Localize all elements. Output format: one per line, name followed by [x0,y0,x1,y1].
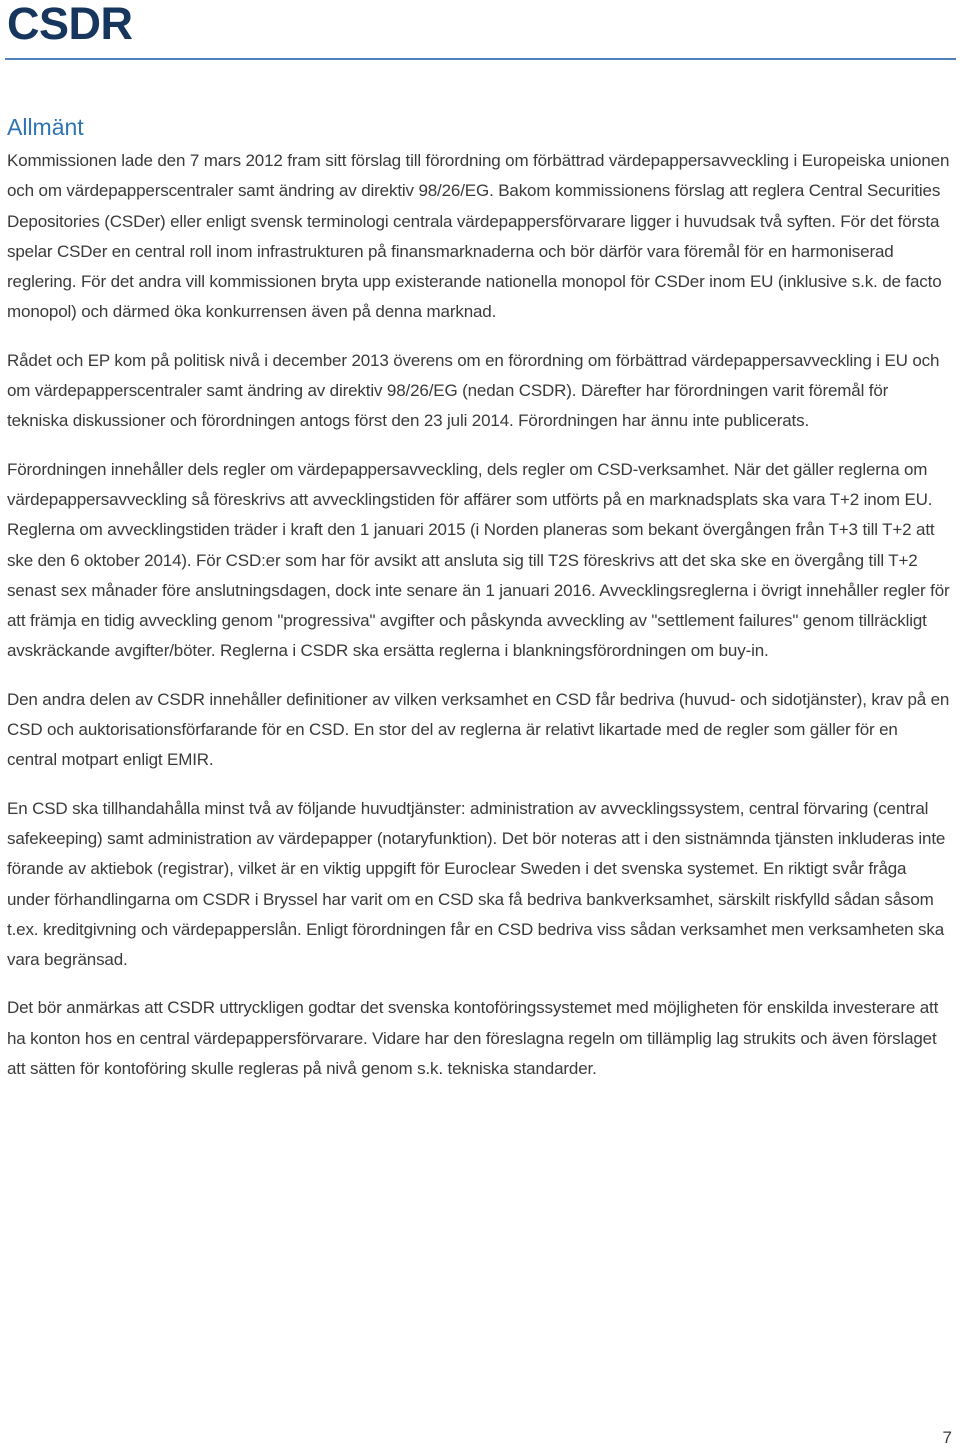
paragraph: Den andra delen av CSDR innehåller definitioner av vilken verksamhet en CSD får bedriva (huvud- och sidotjänster), krav på en CSD och auktorisationsförfarande för en CSD. En stor del av reglerna är relativt likartade med de regler som gäller för en central motpart enligt EMIR. [7,689,950,770]
section-heading: Allmänt [7,114,84,140]
document-body [7,112,952,1102]
paragraph: En CSD ska tillhandahålla minst två av följande huvudtjänster: administration av avvecklingssystem, central förvaring (central safekeeping) samt administration av värdepapper (notaryfunktion). Det bör noteras att i den sistnämnda tjänsten inkluderas inte förande av aktiebok (registrar), vilket är en viktig uppgift för Euroclear Sweden i det svenska systemet. En riktigt svår fråga under förhandlingarna om CSDR i Bryssel har varit om en CSD ska få bedriva bankverksamhet, särskilt riskfylld sådan såsom t.ex. kreditgivning och värdepapperslån. Enligt förordningen får en CSD bedriva viss sådan verksamhet men verksamheten ska vara begränsad. [7,798,946,970]
paragraph: Förordningen innehåller dels regler om värdepappersavveckling, dels regler om CSD-verksamhet. När det gäller reglerna om värdepappersavveckling så föreskrivs att avvecklingstiden för affärer som utförts på en marknadsplats ska vara T+2 inom EU. Reglerna om avvecklingstiden träder i kraft den 1 januari 2015 (i Norden planeras som bekant övergången från T+3 till T+2 att ske den 6 oktober 2014). För CSD:er som har för avsikt att ansluta sig till T2S föreskrivs att det ska ske en övergång till T+2 senast sex månader före anslutningsdagen, dock inte senare än 1 januari 2016. Avvecklingsreglerna i övrigt innehåller regler för att främja en tidig avveckling genom "progressiva" avgifter och påskynda avveckling av "settlement failures" genom tillräckligt avskräckande avgifter/böter. Reglerna i CSDR ska ersätta reglerna i blankningsförordningen om buy-in. [7,459,950,661]
title-divider [5,58,956,60]
paragraph: Rådet och EP kom på politisk nivå i december 2013 överens om en förordning om förbättrad värdepappersavveckling i EU och om värdepapperscentraler samt ändring av direktiv 98/26/EG (nedan CSDR). Därefter har förordningen varit föremål för tekniska diskussioner och förordningen antogs först den 23 juli 2014. Förordningen har ännu inte publicerats. [7,350,940,431]
page-number: 7 [942,1428,952,1447]
page-title: CSDR [7,0,133,49]
paragraph: Det bör anmärkas att CSDR uttryckligen godtar det svenska kontoföringssystemet med möjligheten för enskilda investerare att ha konton hos en central värdepappersförvarare. Vidare har den föreslagna regeln om tillämplig lag strukits och även förslaget att sätten för kontoföring skulle regleras på nivå genom s.k. tekniska standarder. [7,998,939,1079]
paragraph: Kommissionen lade den 7 mars 2012 fram sitt förslag till förordning om förbättrad värdepappersavveckling i Europeiska unionen och om värdepapperscentraler samt ändring av direktiv 98/26/EG. Bakom kommissionens förslag att reglera Central Securities Depositories (CSDer) eller enligt svensk terminologi centrala värdepappersförvarare ligger i huvudsak två syften. För det första spelar CSDer en central roll inom infrastrukturen på finansmarknaderna och bör därför vara föremål för en harmoniserad reglering. För det andra vill kommissionen bryta upp existerande nationella monopol för CSDer inom EU (inklusive s.k. de facto monopol) och därmed öka konkurrensen även på denna marknad. [7,151,950,322]
